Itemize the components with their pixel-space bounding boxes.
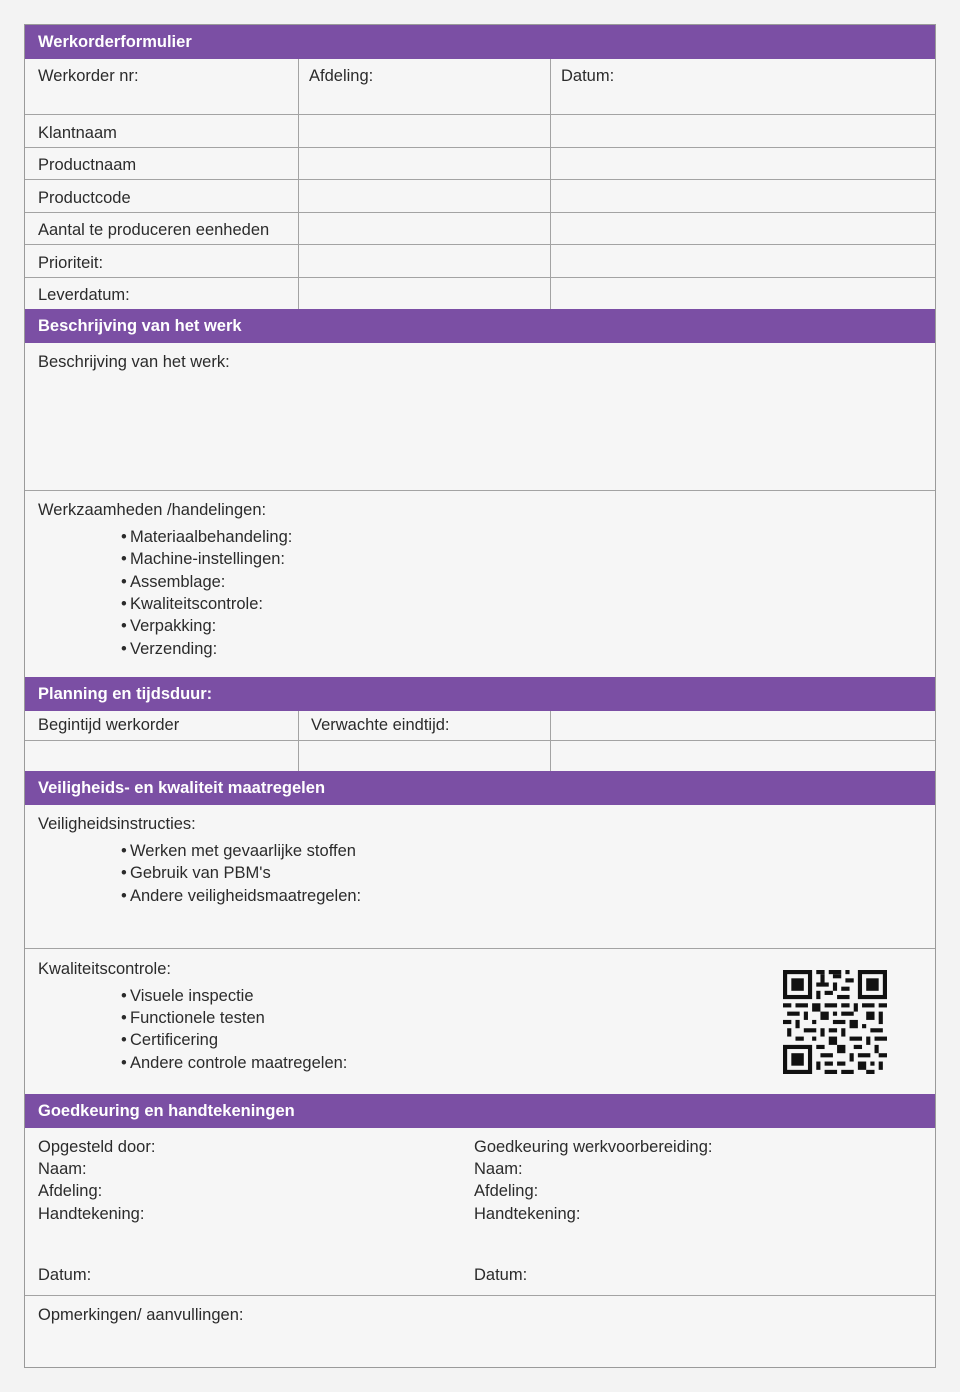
section-header-workorder: Werkorderformulier xyxy=(25,25,935,59)
tasks-label: Werkzaamheden /handelingen: xyxy=(38,501,267,519)
prepared-by-label: Opgesteld door: xyxy=(38,1138,156,1156)
safety-item: • Andere veiligheidsmaatregelen: xyxy=(121,887,362,905)
safety-label: Veiligheidsinstructies: xyxy=(38,815,196,833)
quality-item: • Certificering xyxy=(121,1031,219,1049)
end-time-field[interactable]: Verwachte eindtijd: xyxy=(311,716,450,734)
qr-code-icon xyxy=(783,970,887,1074)
task-item: • Machine-instellingen: xyxy=(121,550,286,568)
section-header-approval: Goedkeuring en handtekeningen xyxy=(25,1094,935,1128)
approval-name-field[interactable]: Naam: xyxy=(474,1160,523,1178)
delivery-date-label: Leverdatum: xyxy=(38,286,130,304)
prepared-date-field[interactable]: Datum: xyxy=(38,1266,92,1284)
product-code-label: Productcode xyxy=(38,189,131,207)
approval-label: Goedkeuring werkvoorbereiding: xyxy=(474,1138,713,1156)
department-field[interactable]: Afdeling: xyxy=(309,67,374,85)
task-item: • Verzending: xyxy=(121,640,218,658)
customer-name-label: Klantnaam xyxy=(38,124,117,142)
quality-item: • Visuele inspectie xyxy=(121,987,254,1005)
product-name-label: Productnaam xyxy=(38,156,137,174)
quantity-label: Aantal te produceren eenheden xyxy=(38,221,270,239)
task-item: • Materiaalbehandeling: xyxy=(121,528,293,546)
section-header-planning: Planning en tijdsduur: xyxy=(25,677,935,711)
safety-item: • Gebruik van PBM's xyxy=(121,864,271,882)
description-label: Beschrijving van het werk: xyxy=(38,353,230,371)
date-field[interactable]: Datum: xyxy=(561,67,615,85)
prepared-signature-field[interactable]: Handtekening: xyxy=(38,1205,145,1223)
approval-signature-field[interactable]: Handtekening: xyxy=(474,1205,581,1223)
work-order-form xyxy=(24,24,936,1368)
start-time-field[interactable]: Begintijd werkorder xyxy=(38,716,180,734)
priority-label: Prioriteit: xyxy=(38,254,104,272)
section-header-description: Beschrijving van het werk xyxy=(25,309,935,343)
prepared-name-field[interactable]: Naam: xyxy=(38,1160,87,1178)
approval-date-field[interactable]: Datum: xyxy=(474,1266,528,1284)
task-item: • Verpakking: xyxy=(121,617,217,635)
quality-label: Kwaliteitscontrole: xyxy=(38,960,171,978)
task-item: • Kwaliteitscontrole: xyxy=(121,595,263,613)
quality-item: • Andere controle maatregelen: xyxy=(121,1054,348,1072)
quality-item: • Functionele testen xyxy=(121,1009,265,1027)
section-header-safety: Veiligheids- en kwaliteit maatregelen xyxy=(25,771,935,805)
prepared-department-field[interactable]: Afdeling: xyxy=(38,1182,103,1200)
approval-department-field[interactable]: Afdeling: xyxy=(474,1182,539,1200)
remarks-field[interactable]: Opmerkingen/ aanvullingen: xyxy=(38,1306,244,1324)
task-item: • Assemblage: xyxy=(121,573,226,591)
order-nr-field[interactable]: Werkorder nr: xyxy=(38,67,139,85)
safety-item: • Werken met gevaarlijke stoffen xyxy=(121,842,356,860)
